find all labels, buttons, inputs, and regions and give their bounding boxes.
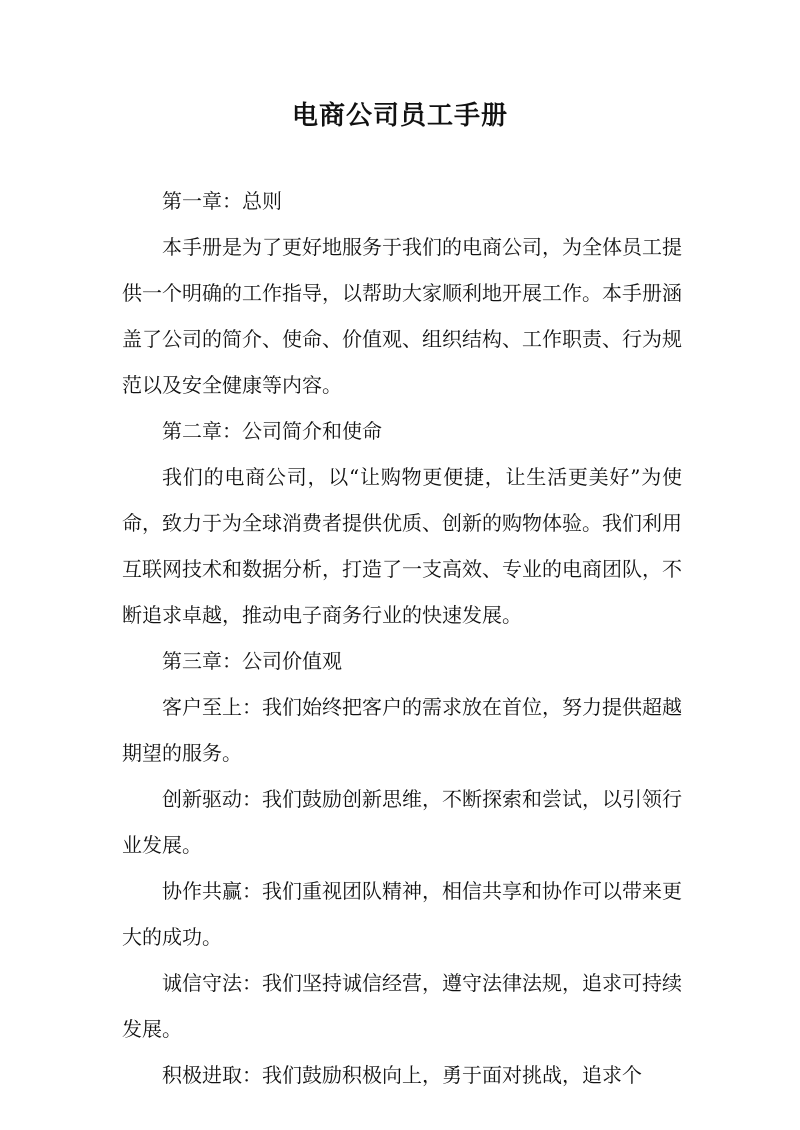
document-body — [122, 178, 682, 1098]
value-progress: 积极进取：我们鼓励积极向上，勇于面对挑战，追求个 — [162, 1063, 642, 1087]
value-collaboration: 协作共赢：我们重视团队精神，相信共享和协作可以带来更大的成功。 — [122, 879, 682, 949]
chapter-1-paragraph: 本手册是为了更好地服务于我们的电商公司，为全体员工提供一个明确的工作指导，以帮助大家顺利地开展工作。本手册涵盖了公司的简介、使命、价值观、组织结构、工作职责、行为规范以及安全健康等内容。 — [122, 235, 682, 397]
document-title: 电商公司员工手册 — [291, 101, 508, 131]
chapter-2-heading: 第二章：公司简介和使命 — [162, 419, 382, 443]
chapter-2-paragraph: 我们的电商公司，以“让购物更便捷，让生活更美好”为使命，致力于为全球消费者提供优质、创新的购物体验。我们利用互联网技术和数据分析，打造了一支高效、专业的电商团队，不断追求卓越，推动电子商务行业的快速发展。 — [122, 465, 682, 627]
value-integrity: 诚信守法：我们坚持诚信经营，遵守法律法规，追求可持续发展。 — [122, 971, 682, 1041]
value-innovation: 创新驱动：我们鼓励创新思维，不断探索和尝试，以引领行业发展。 — [122, 787, 682, 857]
chapter-3-heading: 第三章：公司价值观 — [162, 649, 342, 673]
value-customer-first: 客户至上：我们始终把客户的需求放在首位，努力提供超越期望的服务。 — [122, 695, 682, 765]
chapter-1-heading: 第一章：总则 — [162, 189, 282, 213]
